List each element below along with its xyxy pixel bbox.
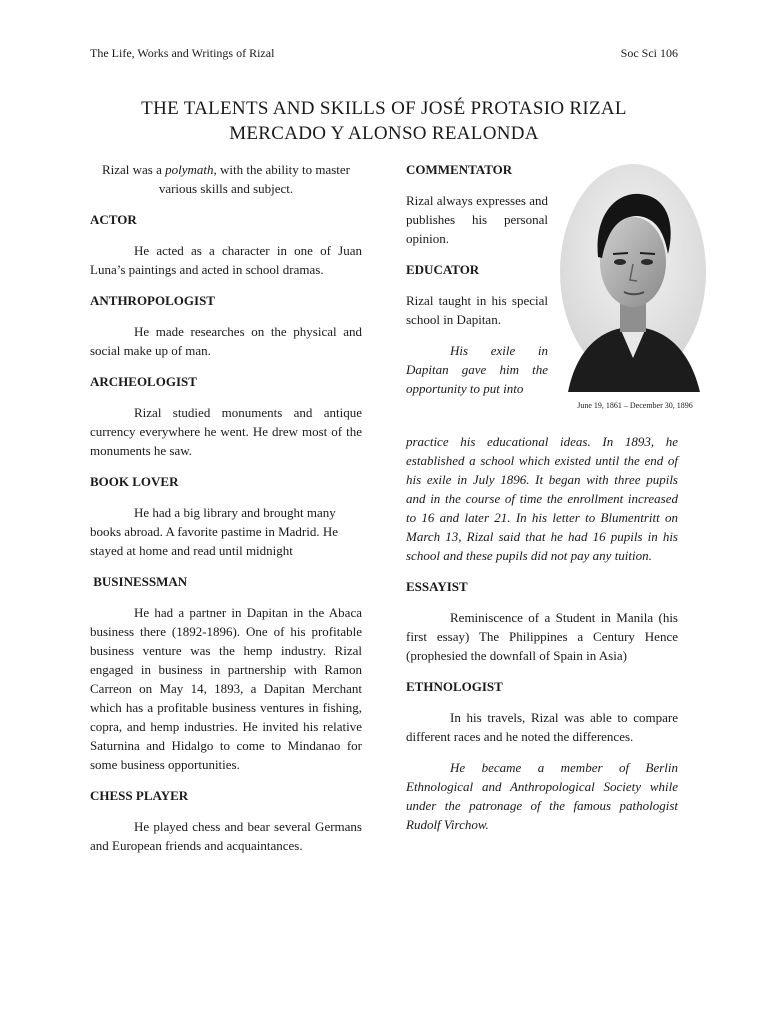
section-text-book-lover: He had a big library and brought many books abroad. A favorite pastime in Madrid. He stayed at home and read until midnight <box>90 505 339 558</box>
section-text-archeologist: Rizal studied monuments and antique currency everywhere he went. He drew most of the monuments he saw. <box>90 405 362 458</box>
running-header <box>90 46 678 62</box>
section-heading-chess-player: CHESS PLAYER <box>90 788 189 803</box>
page-title-line-2: MERCADO Y ALONSO REALONDA <box>229 123 539 144</box>
section-text-businessman: He had a partner in Dapitan in the Abaca business there (1892-1896). One of his profitable business venture was the hemp industry. Rizal engaged in business in partnership with Ramon Carreon on May 14, 1893, a Dapitan Merchant which has a profitable business ventures in fishing, copra, and hemp industries. He invited his relative Saturnina and Hidalgo to come to Mindanao for some business opportunities. <box>90 605 362 772</box>
section-text-actor: He acted as a character in one of Juan Luna’s paintings and acted in school dramas. <box>90 243 362 277</box>
intro-text-before: Rizal was a <box>101 162 166 177</box>
section-heading-ethnologist: ETHNOLOGIST <box>406 679 503 694</box>
section-heading-book-lover: BOOK LOVER <box>90 474 179 489</box>
section-heading-archeologist: ARCHEOLOGIST <box>90 374 197 389</box>
page-title-line-1: THE TALENTS AND SKILLS OF JOSÉ PROTASIO RIZAL <box>141 98 627 119</box>
section-heading-businessman: BUSINESSMAN <box>90 574 188 589</box>
section-heading-anthropologist: ANTHROPOLOGIST <box>90 293 215 308</box>
section-text-educator-italic-start: His exile in Dapitan gave him the opportunity to put into <box>406 343 548 396</box>
intro-text-after: , with the ability to master various skills and subject. <box>158 162 351 196</box>
section-text-ethnologist: In his travels, Rizal was able to compare different races and he noted the differences. <box>406 710 678 744</box>
section-text-educator-italic-rest: practice his educational ideas. In 1893, he established a school which existed until the end of his exile in July 1896. It began with three pupils and in the course of time the enrollment increased to 16 and later 21. In his letter to Blumentritt on March 13, Rizal said that he had 16 pupils in his school and these pupils did not pay any tuition. <box>406 434 678 563</box>
section-heading-educator: EDUCATOR <box>406 262 480 277</box>
intro-emphasis: polymath <box>165 162 214 177</box>
header-course-code: Soc Sci 106 <box>620 46 678 60</box>
section-text-ethnologist-italic: He became a member of Berlin Ethnological and Anthropological Society while under the patronage of the famous pathologist Rudolf Virchow. <box>406 760 678 832</box>
section-heading-essayist: ESSAYIST <box>406 579 468 594</box>
section-text-essayist: Reminiscence of a Student in Manila (his first essay) The Philippines a Century Hence (prophesied the downfall of Spain in Asia) <box>406 610 678 663</box>
portrait-figure <box>556 162 714 410</box>
section-text-educator: Rizal taught in his special school in Dapitan. <box>406 293 548 327</box>
left-column <box>90 160 362 867</box>
header-course-title: The Life, Works and Writings of Rizal <box>90 46 275 60</box>
section-text-chess-player: He played chess and bear several Germans and European friends and acquaintances. <box>90 819 362 853</box>
right-column-bottom <box>406 432 678 846</box>
section-text-commentator: Rizal always expresses and publishes his personal opinion. <box>406 193 548 246</box>
portrait-caption: June 19, 1861 – December 30, 1896 <box>577 401 693 410</box>
intro-paragraph <box>90 160 362 198</box>
section-heading-commentator: COMMENTATOR <box>406 162 513 177</box>
section-heading-actor: ACTOR <box>90 212 137 227</box>
portrait-photo-icon <box>558 162 708 392</box>
page-title <box>90 96 678 146</box>
section-text-anthropologist: He made researches on the physical and social make up of man. <box>90 324 362 358</box>
